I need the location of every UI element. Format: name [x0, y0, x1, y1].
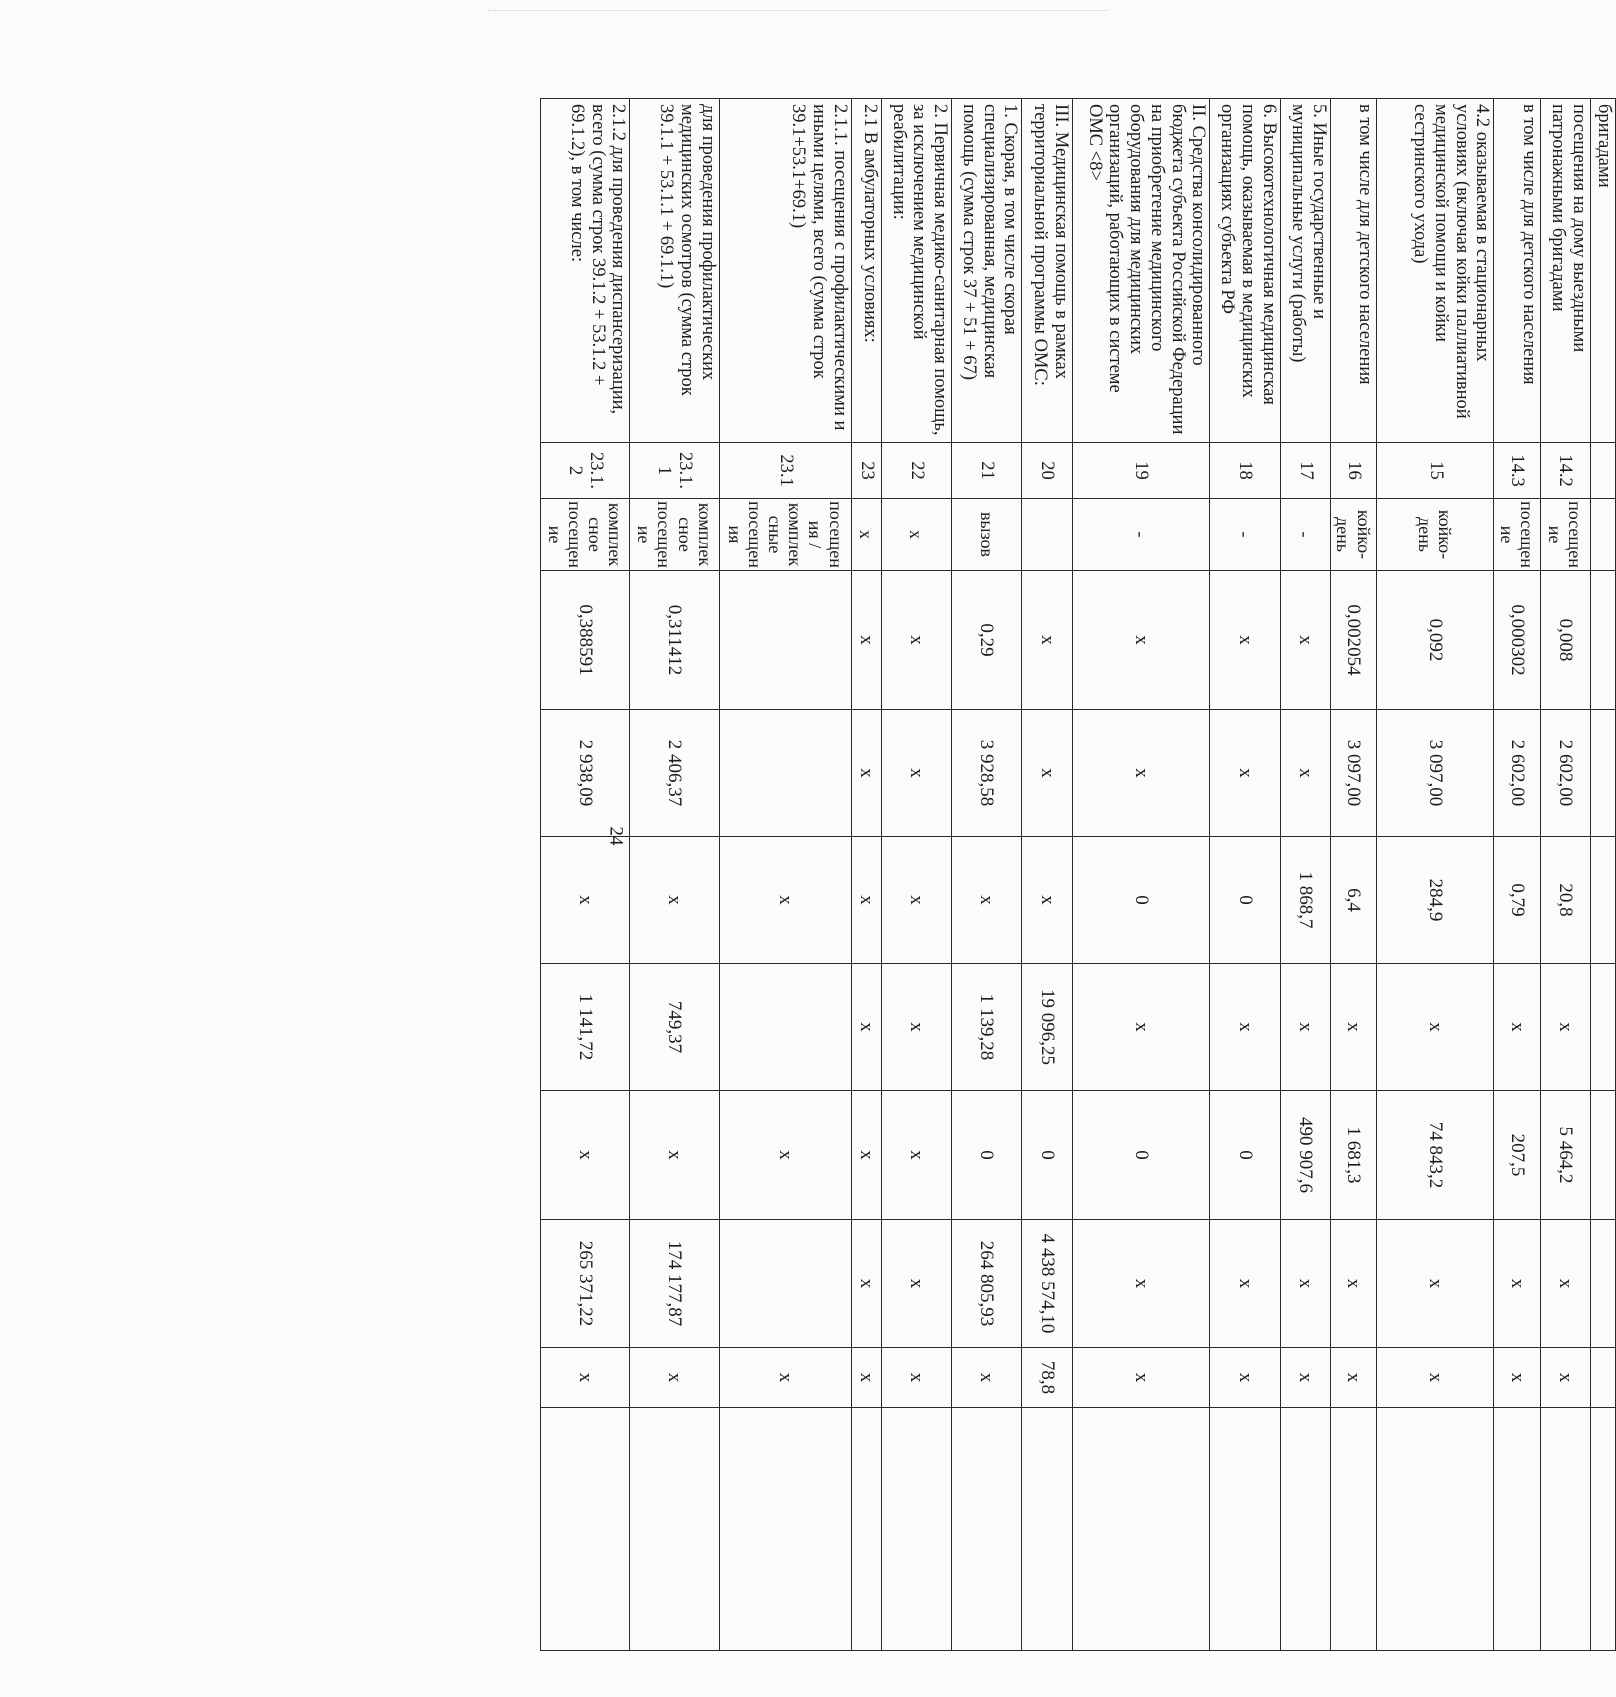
cell-value: х — [1540, 964, 1590, 1091]
cell-value: 207,5 — [1494, 1091, 1540, 1220]
cell-value: х — [1540, 1220, 1590, 1348]
cell-name: для проведения профилактических медицинских осмотров (сумма строк 39.1.1 + 53.1.1 + 69.1.1) — [630, 99, 719, 443]
cell-blank — [1590, 1408, 1615, 1651]
cell-name: 2.1.2 для проведения диспансеризации, всего (сумма строк 39.1.2 + 53.1.2 + 69.1.2), в том числе: — [541, 99, 630, 443]
table-row — [1540, 99, 1590, 1651]
cell-unit: х — [881, 499, 951, 571]
cell-value: х — [851, 710, 881, 837]
cell-name: посещения на дому выездными патронажными бригадами — [1540, 99, 1590, 443]
page-number: 24 — [605, 826, 627, 846]
cell-value: 0 — [1072, 1091, 1210, 1220]
cell-value: х — [1280, 1220, 1330, 1348]
rotated-table-container — [540, 98, 1616, 1650]
cell-value: х — [1494, 1220, 1540, 1348]
table-row — [1210, 99, 1280, 1651]
cell-value: х — [881, 1348, 951, 1408]
cell-value — [719, 964, 851, 1091]
cell-value: 0,000302 — [1494, 571, 1540, 710]
cell-name: 2.1.1. посещения с профилактическими и иными целями, всего (сумма строк 39.1+53.1+69.1) — [719, 99, 851, 443]
cell-blank — [630, 1408, 719, 1651]
cell-value: х — [1210, 571, 1280, 710]
cell-value: 0,311412 — [630, 571, 719, 710]
cell-unit: посещение — [1494, 499, 1540, 571]
cell-name: 6. Высокотехнологичная медицинская помощь, оказываемая в медицинских организациях субъекта РФ — [1210, 99, 1280, 443]
cell-value: 0 — [1022, 1091, 1072, 1220]
cell-value: 0,092 — [1377, 571, 1494, 710]
cell-value: х — [851, 837, 881, 964]
cell-value: 74 843,2 — [1377, 1091, 1494, 1220]
cell-code: 23.1.2 — [541, 443, 630, 499]
cell-value: х — [851, 964, 881, 1091]
table-row — [1590, 99, 1615, 1651]
cell-value: 20,8 — [1540, 837, 1590, 964]
cell-value: 1 141,72 — [541, 964, 630, 1091]
table-row — [719, 99, 851, 1651]
table-row — [851, 99, 881, 1651]
cell-value: х — [1072, 964, 1210, 1091]
cell-value: 174 177,87 — [630, 1220, 719, 1348]
cell-value: х — [719, 1091, 851, 1220]
financial-report-table — [540, 98, 1616, 1651]
cell-value: 0 — [1072, 837, 1210, 964]
cell-code: 23.1.1 — [630, 443, 719, 499]
cell-blank — [1072, 1408, 1210, 1651]
cell-value: х — [541, 837, 630, 964]
cell-value: 0 — [952, 1091, 1022, 1220]
cell-blank — [952, 1408, 1022, 1651]
cell-unit: - — [1280, 499, 1330, 571]
cell-unit — [1590, 499, 1615, 571]
cell-value: 0,29 — [952, 571, 1022, 710]
cell-value: 0,008 — [1540, 571, 1590, 710]
cell-value: 78,8 — [1022, 1348, 1072, 1408]
cell-unit: х — [851, 499, 881, 571]
document-page — [64, 98, 1614, 1650]
cell-value: 3 928,58 — [952, 710, 1022, 837]
cell-value: х — [1280, 1348, 1330, 1408]
cell-value: х — [1280, 710, 1330, 837]
cell-blank — [1280, 1408, 1330, 1651]
cell-value: х — [851, 1220, 881, 1348]
cell-code: 17 — [1280, 443, 1330, 499]
cell-value: х — [1210, 710, 1280, 837]
cell-value — [1590, 571, 1615, 710]
cell-value: х — [1072, 571, 1210, 710]
cell-value: 265 371,22 — [541, 1220, 630, 1348]
table-row — [952, 99, 1022, 1651]
cell-value — [1590, 1091, 1615, 1220]
cell-value — [1590, 1348, 1615, 1408]
cell-blank — [1377, 1408, 1494, 1651]
cell-value: х — [1072, 1348, 1210, 1408]
cell-value: 2 938,09 — [541, 710, 630, 837]
cell-value: х — [881, 964, 951, 1091]
cell-unit: комплексное посещение — [630, 499, 719, 571]
cell-unit: комплексное посещение — [541, 499, 630, 571]
cell-value: 490 907,6 — [1280, 1091, 1330, 1220]
table-row — [1280, 99, 1330, 1651]
cell-value: 2 602,00 — [1540, 710, 1590, 837]
cell-code: 23.1 — [719, 443, 851, 499]
cell-name: III. Медицинская помощь в рамках территориальной программы ОМС: — [1022, 99, 1072, 443]
cell-value: х — [1022, 837, 1072, 964]
cell-name: бригадами — [1590, 99, 1615, 443]
cell-value: х — [952, 1348, 1022, 1408]
cell-unit: вызов — [952, 499, 1022, 571]
cell-name: 4.2 оказываемая в стационарных условиях (включая койки паллиативной медицинской помощи и койки сестринского ухода) — [1377, 99, 1494, 443]
cell-value: х — [1377, 1348, 1494, 1408]
cell-value: 264 805,93 — [952, 1220, 1022, 1348]
cell-name: в том числе для детского населения — [1330, 99, 1376, 443]
cell-code: 15 — [1377, 443, 1494, 499]
cell-unit: - — [1072, 499, 1210, 571]
cell-value: х — [1494, 1348, 1540, 1408]
cell-value: 1 681,3 — [1330, 1091, 1376, 1220]
table-row — [1072, 99, 1210, 1651]
cell-value: х — [719, 837, 851, 964]
cell-value: х — [881, 710, 951, 837]
cell-code: 20 — [1022, 443, 1072, 499]
cell-unit — [1022, 499, 1072, 571]
cell-value: 2 406,37 — [630, 710, 719, 837]
table-row — [1330, 99, 1376, 1651]
cell-value: х — [719, 1348, 851, 1408]
cell-value: 1 868,7 — [1280, 837, 1330, 964]
cell-value: 5 464,2 — [1540, 1091, 1590, 1220]
cell-value: х — [541, 1091, 630, 1220]
cell-value — [1590, 710, 1615, 837]
cell-value: х — [1330, 1220, 1376, 1348]
cell-code — [1590, 443, 1615, 499]
cell-name: в том числе для детского населения — [1494, 99, 1540, 443]
cell-value: х — [881, 1091, 951, 1220]
cell-value: х — [1280, 964, 1330, 1091]
cell-value: 749,37 — [630, 964, 719, 1091]
cell-value: х — [1377, 964, 1494, 1091]
cell-value: х — [1280, 571, 1330, 710]
cell-value: 0,79 — [1494, 837, 1540, 964]
cell-value — [719, 710, 851, 837]
cell-value: х — [1210, 964, 1280, 1091]
table-body — [541, 99, 1616, 1651]
cell-value: 19 096,25 — [1022, 964, 1072, 1091]
cell-unit: - — [1210, 499, 1280, 571]
cell-value — [719, 1220, 851, 1348]
cell-code: 14.3 — [1494, 443, 1540, 499]
table-row — [881, 99, 951, 1651]
cell-value: х — [1494, 964, 1540, 1091]
cell-value: х — [1022, 571, 1072, 710]
cell-value: 0,002054 — [1330, 571, 1376, 710]
cell-value: 2 602,00 — [1494, 710, 1540, 837]
cell-value — [1590, 1220, 1615, 1348]
cell-value: 6,4 — [1330, 837, 1376, 964]
cell-name: 2. Первичная медико-санитарная помощь, за исключением медицинской реабилитации: — [881, 99, 951, 443]
cell-value — [1590, 964, 1615, 1091]
cell-unit: посещение — [1540, 499, 1590, 571]
cell-value: х — [630, 1348, 719, 1408]
cell-code: 22 — [881, 443, 951, 499]
cell-value: х — [1022, 710, 1072, 837]
cell-value: 0,388591 — [541, 571, 630, 710]
cell-blank — [1210, 1408, 1280, 1651]
cell-value: 4 438 574,10 — [1022, 1220, 1072, 1348]
cell-unit: койко-день — [1377, 499, 1494, 571]
cell-name: 2.1 В амбулаторных условиях: — [851, 99, 881, 443]
cell-value: х — [1072, 1220, 1210, 1348]
cell-code: 18 — [1210, 443, 1280, 499]
table-row — [1494, 99, 1540, 1651]
cell-value: х — [881, 837, 951, 964]
cell-name: 1. Скорая, в том числе скорая специализированная, медицинская помощь (сумма строк 37 + 51 + 67) — [952, 99, 1022, 443]
cell-unit: койко-день — [1330, 499, 1376, 571]
cell-value: 0 — [1210, 837, 1280, 964]
cell-code: 23 — [851, 443, 881, 499]
cell-value — [1590, 837, 1615, 964]
cell-value: 0 — [1210, 1091, 1280, 1220]
cell-value: х — [952, 837, 1022, 964]
cell-blank — [1330, 1408, 1376, 1651]
cell-value: х — [851, 1091, 881, 1220]
table-row — [630, 99, 719, 1651]
cell-value: 1 139,28 — [952, 964, 1022, 1091]
scan-artifact — [488, 10, 1108, 19]
cell-blank — [719, 1408, 851, 1651]
cell-value: х — [541, 1348, 630, 1408]
cell-value: х — [1540, 1348, 1590, 1408]
cell-code: 16 — [1330, 443, 1376, 499]
cell-value: х — [851, 571, 881, 710]
cell-value: х — [1377, 1220, 1494, 1348]
cell-value: х — [1210, 1220, 1280, 1348]
cell-value: х — [1330, 1348, 1376, 1408]
cell-value: х — [630, 837, 719, 964]
cell-value: х — [1210, 1348, 1280, 1408]
cell-code: 19 — [1072, 443, 1210, 499]
cell-value: 284,9 — [1377, 837, 1494, 964]
table-row — [541, 99, 630, 1651]
cell-value: х — [1330, 964, 1376, 1091]
cell-value: х — [881, 1220, 951, 1348]
cell-value: х — [851, 1348, 881, 1408]
table-row — [1377, 99, 1494, 1651]
cell-value: х — [1072, 710, 1210, 837]
cell-value: 3 097,00 — [1330, 710, 1376, 837]
table-row — [1022, 99, 1072, 1651]
cell-value: х — [630, 1091, 719, 1220]
cell-blank — [1494, 1408, 1540, 1651]
cell-blank — [541, 1408, 630, 1651]
cell-code: 14.2 — [1540, 443, 1590, 499]
cell-blank — [1022, 1408, 1072, 1651]
cell-blank — [1540, 1408, 1590, 1651]
cell-blank — [851, 1408, 881, 1651]
cell-name: 5. Иные государственные и муниципальные услуги (работы) — [1280, 99, 1330, 443]
cell-code: 21 — [952, 443, 1022, 499]
cell-value: х — [881, 571, 951, 710]
cell-name: II. Средства консолидированного бюджета субъекта Российской Федерации на приобретение медицинского оборудования для медицинских организаций, работающих в системе ОМС <8> — [1072, 99, 1210, 443]
cell-blank — [881, 1408, 951, 1651]
cell-value — [719, 571, 851, 710]
cell-value: 3 097,00 — [1377, 710, 1494, 837]
cell-unit: посещения /комплексные посещения — [719, 499, 851, 571]
